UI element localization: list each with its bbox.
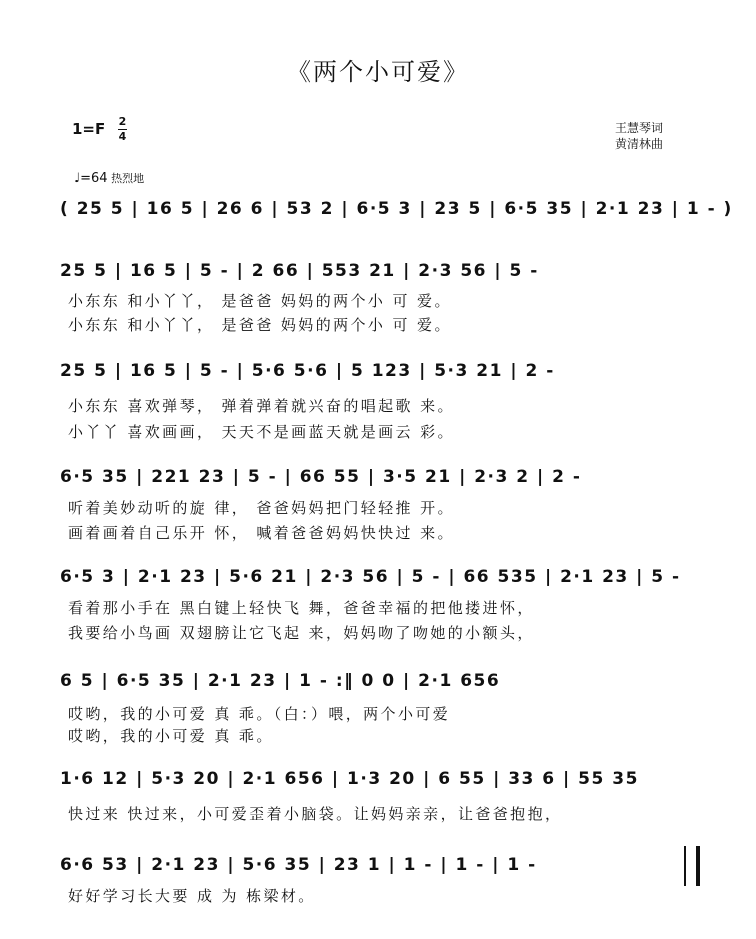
notation-line: 25 5 | 16 5 | 5 - | 2 66 | 553 21 | 2·3 56 | 5 - [60,261,539,281]
key-signature: 1=F [72,120,106,138]
lyric-verse-2: 小东东 和小丫丫， 是爸爸 妈妈的两个小 可 爱。 [68,316,452,334]
time-top: 2 [118,115,127,128]
notation-line: 1·6 12 | 5·3 20 | 2·1 656 | 1·3 20 | 6 55 | 33 6 | 55 35 [60,769,639,789]
expression-mark: 热烈地 [111,172,145,185]
notation-line: 6·6 53 | 2·1 23 | 5·6 35 | 23 1 | 1 - | 1 - | 1 - [60,855,537,875]
lyric-verse-1: 哎哟，我的小可爱 真 乖。（白：）喂，两个小可爱 [68,705,451,723]
page-title: 《两个小可爱》 [287,58,469,86]
notation-line: ( 25 5 | 16 5 | 26 6 | 53 2 | 6·5 3 | 23 5 | 6·5 35 | 2·1 23 | 1 - ) [60,199,733,219]
credits [615,120,663,152]
final-double-barline [684,846,700,886]
lyric-verse-1: 听着美妙动听的旋 律， 爸爸妈妈把门轻轻推 开。 [68,499,455,517]
tempo-marking [74,170,166,186]
time-bottom: 4 [118,130,127,143]
notation-line: 6·5 3 | 2·1 23 | 5·6 21 | 2·3 56 | 5 - | 66 535 | 2·1 23 | 5 - [60,567,681,587]
lyric-verse-2: 画着画着自己乐开 怀， 喊着爸爸妈妈快快过 来。 [68,524,455,542]
lyric-verse-1: 看着那小手在 黑白键上轻快飞 舞，爸爸幸福的把他搂进怀， [68,599,535,617]
time-signature [118,116,127,143]
notation-line: 6·5 35 | 221 23 | 5 - | 66 55 | 3·5 21 | 2·3 2 | 2 - [60,467,582,487]
lyric-verse-2: 小丫丫 喜欢画画， 天天不是画蓝天就是画云 彩。 [68,423,455,441]
lyricist-credit: 王慧琴词 [615,121,664,135]
composer-credit: 黄清林曲 [615,137,664,151]
lyric-verse-1: 快过来 快过来，小可爱歪着小脑袋。让妈妈亲亲，让爸爸抱抱， [68,805,563,823]
notation-line: 25 5 | 16 5 | 5 - | 5·6 5·6 | 5 123 | 5·3 21 | 2 - [60,361,555,381]
lyric-verse-2: 我要给小鸟画 双翅膀让它飞起 来，妈妈吻了吻她的小额头， [68,624,535,642]
tempo-mark: ♩=64 [74,171,108,186]
notation-line: 6 5 | 6·5 35 | 2·1 23 | 1 - :‖ 0 0 | 2·1 656 [60,671,501,691]
lyric-verse-2: 哎哟，我的小可爱 真 乖。 [68,727,274,745]
lyric-verse-1: 小东东 和小丫丫， 是爸爸 妈妈的两个小 可 爱。 [68,292,452,310]
lyric-verse-1: 小东东 喜欢弹琴， 弹着弹着就兴奋的唱起歌 来。 [68,397,455,415]
lyric-verse-1: 好好学习长大要 成 为 栋梁材。 [68,887,316,905]
